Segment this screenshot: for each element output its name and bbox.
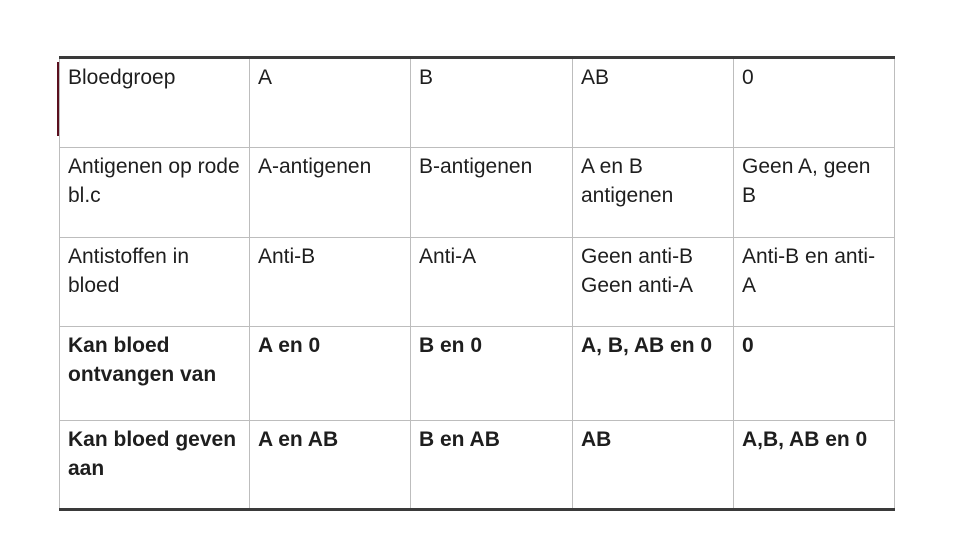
cell-antibodies-0: Anti-B en anti-A [734,238,895,327]
row-label-antigens: Antigenen op rode bl.c [60,148,250,238]
blood-group-table [59,56,895,511]
row-label-antibodies: Antistoffen in bloed [60,238,250,327]
group-a: A [250,58,411,148]
table-row [60,421,895,510]
group-0: 0 [734,58,895,148]
cell-receive-b: B en 0 [411,327,573,421]
table-header-row [60,58,895,148]
table-row [60,148,895,238]
cell-receive-ab: A, B, AB en 0 [573,327,734,421]
group-ab: AB [573,58,734,148]
cell-receive-a: A en 0 [250,327,411,421]
cell-give-0: A,B, AB en 0 [734,421,895,510]
table-row [60,238,895,327]
header-label: Bloedgroep [60,58,250,148]
cell-antibodies-a: Anti-B [250,238,411,327]
row-label-receive: Kan bloed ontvangen van [60,327,250,421]
cell-antigens-a: A-antigenen [250,148,411,238]
cell-antigens-ab: A en B antigenen [573,148,734,238]
cell-antibodies-ab: Geen anti-B Geen anti-A [573,238,734,327]
row-label-give: Kan bloed geven aan [60,421,250,510]
table-row [60,327,895,421]
cell-antibodies-b: Anti-A [411,238,573,327]
cell-give-a: A en AB [250,421,411,510]
cell-give-ab: AB [573,421,734,510]
cell-receive-0: 0 [734,327,895,421]
group-b: B [411,58,573,148]
cell-antigens-0: Geen A, geen B [734,148,895,238]
cell-give-b: B en AB [411,421,573,510]
cell-antigens-b: B-antigenen [411,148,573,238]
